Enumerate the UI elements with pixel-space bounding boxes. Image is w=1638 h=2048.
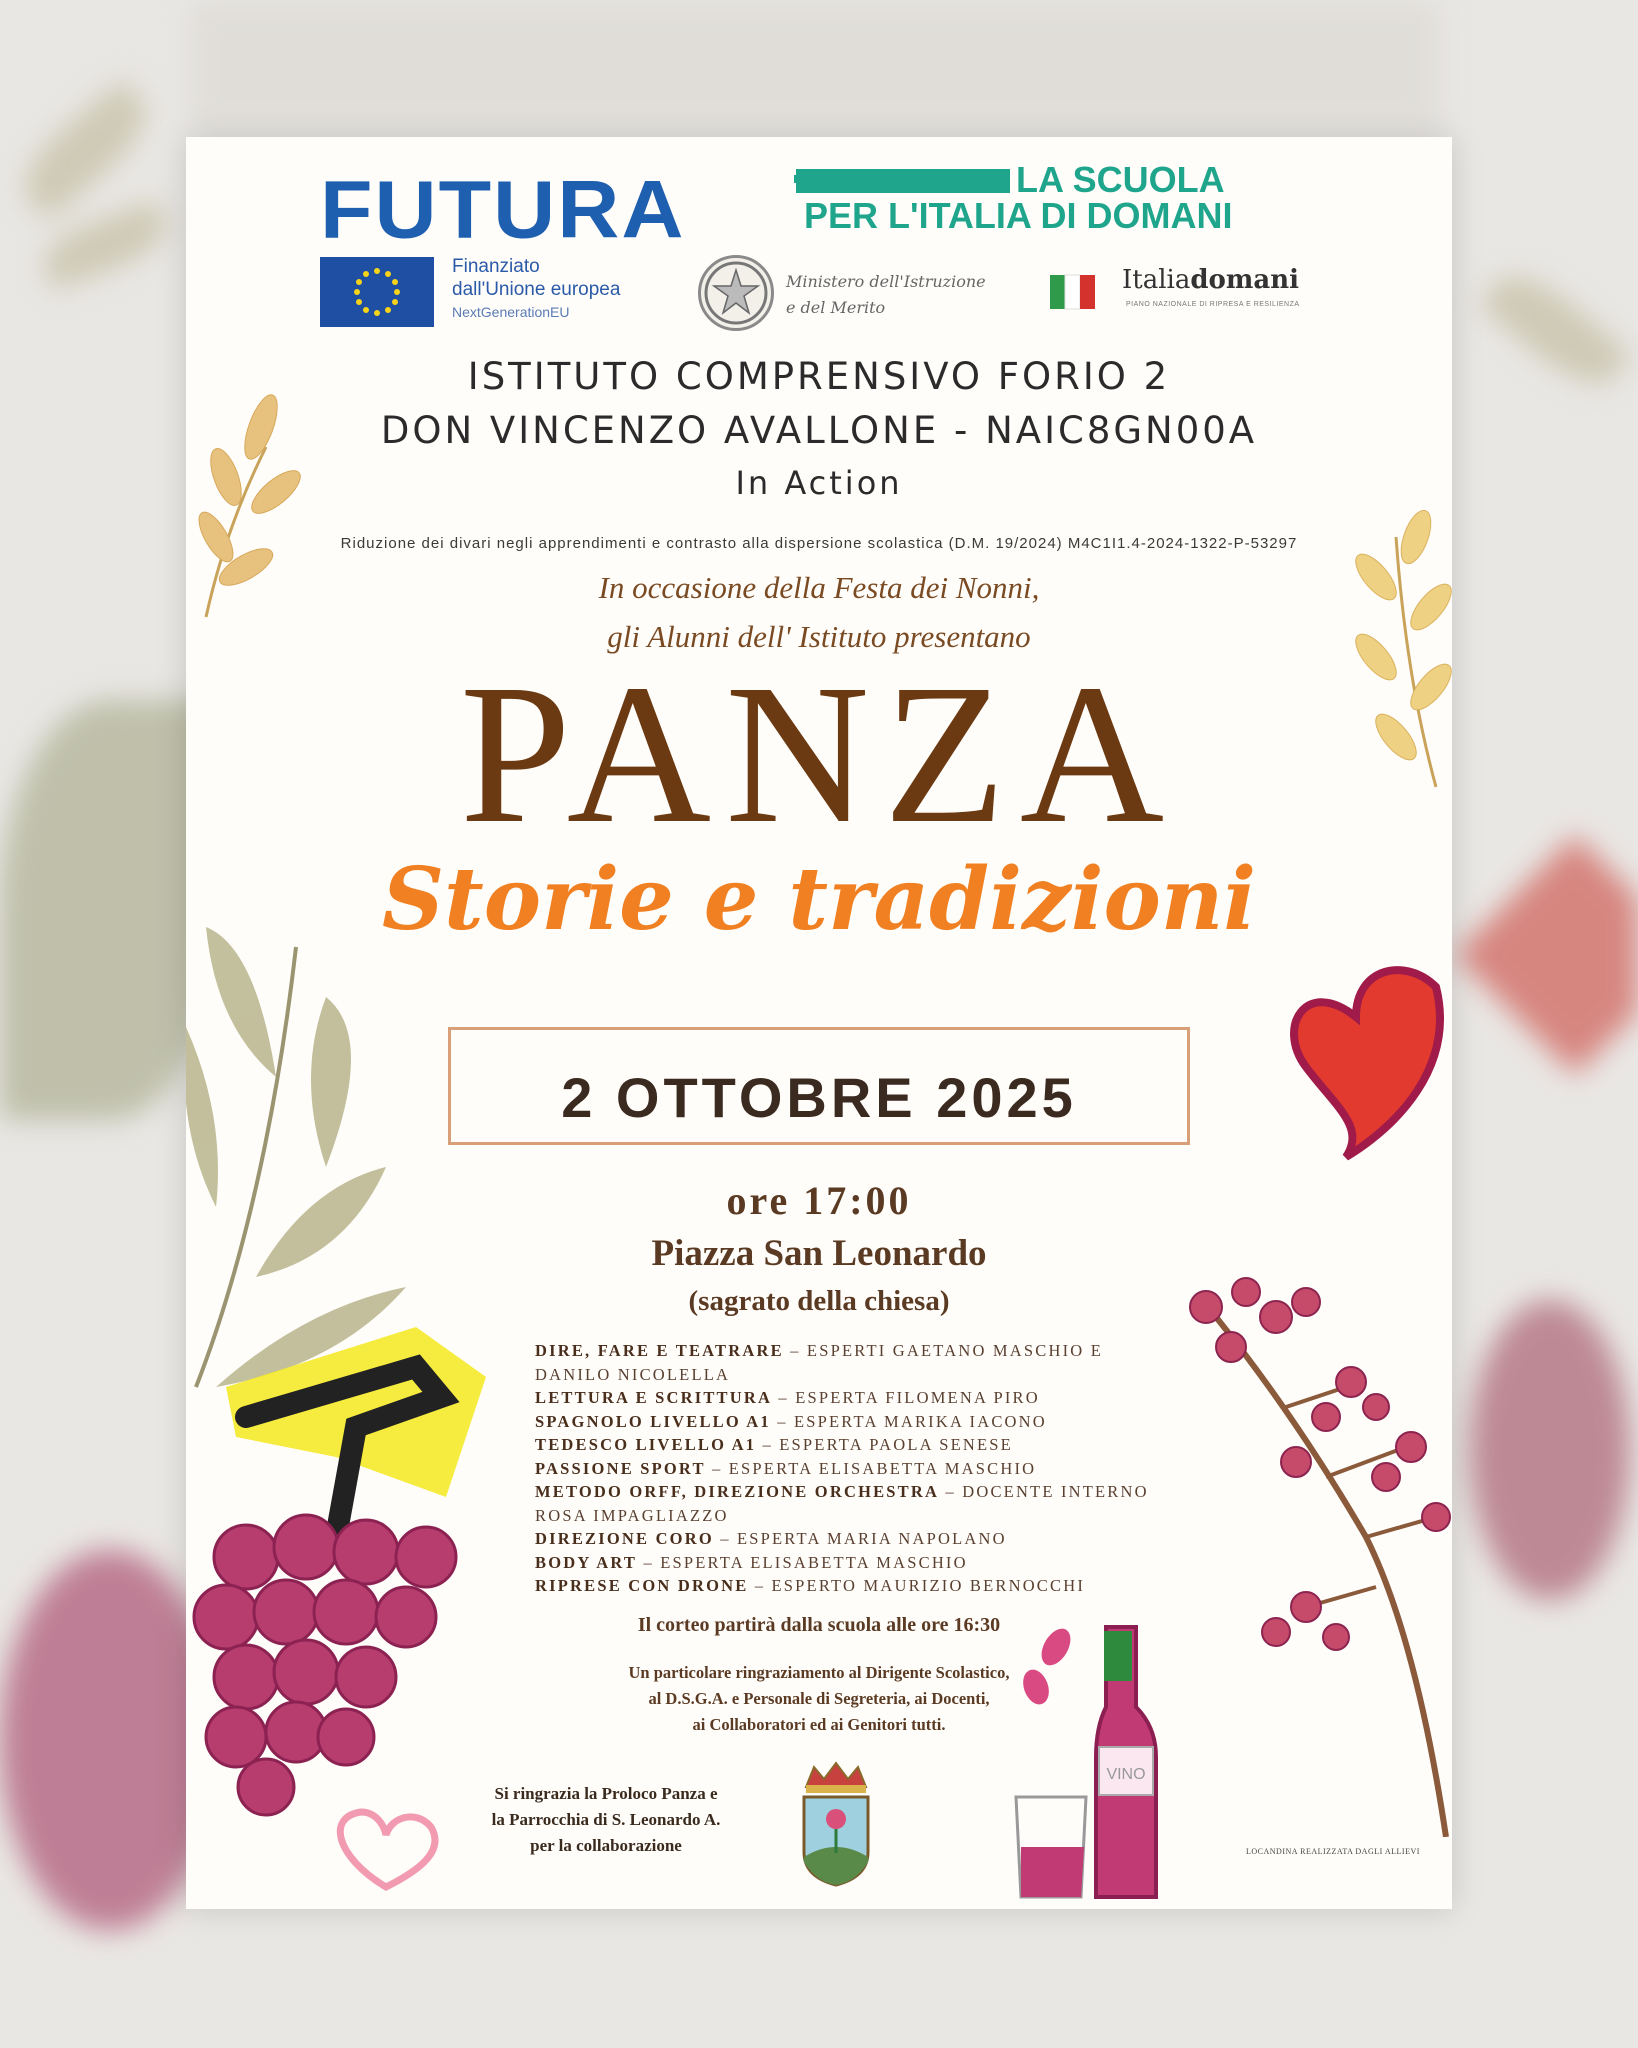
- proloco-line3: per la collaborazione: [530, 1836, 682, 1855]
- eu-line1: Finanziato: [452, 256, 540, 277]
- activity-name: SPAGNOLO LIVELLO A1: [535, 1411, 771, 1431]
- activity-name: METODO ORFF, DIREZIONE ORCHESTRA: [535, 1482, 940, 1501]
- eu-flag-icon: [320, 257, 434, 327]
- school-name-line2: DON VINCENZO AVALLONE - NAIC8GN00A: [380, 409, 1258, 452]
- activities-list: [535, 1339, 1165, 1598]
- activity-expert: – ESPERTI GAETANO MASCHIO E DANILO NICOLELLA: [535, 1341, 1103, 1384]
- event-poster: [186, 137, 1452, 1909]
- list-item: [535, 1551, 1165, 1575]
- activity-expert: – ESPERTA ELISABETTA MASCHIO: [637, 1552, 968, 1572]
- eu-line3: NextGenerationEU: [452, 304, 570, 320]
- intro-line2: gli Alunni dell' Istituto presentano: [607, 619, 1031, 654]
- list-item: [535, 1457, 1165, 1481]
- proloco-line2: la Parrocchia di S. Leonardo A.: [491, 1810, 721, 1829]
- intro-line1: In occasione della Festa dei Nonni,: [598, 570, 1040, 605]
- proloco-thanks: [466, 1781, 746, 1859]
- grapes-drawing: [186, 1307, 496, 1827]
- activity-name: DIRE, FARE E TEATRARE: [535, 1341, 784, 1360]
- event-place-note: (sagrato della chiesa): [688, 1285, 950, 1317]
- italy-flag-icon: [1046, 271, 1100, 311]
- list-item: [535, 1480, 1165, 1527]
- list-item: [535, 1433, 1165, 1457]
- list-item: [535, 1386, 1165, 1410]
- school-name: ISTITUTO COMPRENSIVO FORIO 2: [467, 355, 1171, 398]
- event-date: 2 OTTOBRE 2025: [561, 1066, 1077, 1129]
- activity-name: BODY ART: [535, 1552, 638, 1572]
- activity-expert: – ESPERTA MARIA NAPOLANO: [713, 1529, 1007, 1548]
- parade-note: Il corteo partirà dalla scuola alle ore 16:30: [637, 1614, 1001, 1636]
- activity-expert: – DOCENTE INTERNO ROSA IMPAGLIAZZO: [535, 1482, 1149, 1525]
- coat-of-arms-icon: [796, 1757, 876, 1887]
- activity-expert: – ESPERTA FILOMENA PIRO: [772, 1388, 1040, 1407]
- ministero-text: [786, 269, 986, 321]
- bottle-label: VINO: [1106, 1766, 1146, 1783]
- italiadomani-part2: domani: [1190, 265, 1300, 295]
- activity-name: DIREZIONE CORO: [535, 1529, 714, 1548]
- berry-branch-drawing: [1176, 1277, 1452, 1837]
- project-reference: Riduzione dei divari negli apprendimenti e contrasto alla dispersione scolastica (D.M. 19/2024) M4C1I1.4-2024-1322-P-53297: [340, 535, 1298, 552]
- activity-expert: – ESPERTO MAURIZIO BERNOCCHI: [748, 1576, 1086, 1595]
- activity-name: LETTURA E SCRITTURA: [535, 1388, 773, 1407]
- event-place: Piazza San Leonardo: [651, 1233, 987, 1274]
- italiadomani-subtitle: PIANO NAZIONALE DI RIPRESA E RESILIENZA: [1126, 301, 1300, 308]
- thanks-line3: ai Collaboratori ed ai Genitori tutti.: [692, 1715, 946, 1734]
- futura-logo: FUTURA: [320, 164, 686, 256]
- activity-name: RIPRESE CON DRONE: [535, 1576, 749, 1595]
- list-item: [535, 1527, 1165, 1551]
- ministero-line2: e del Merito: [786, 298, 886, 317]
- activity-expert: – ESPERTA MARIKA IACONO: [770, 1411, 1047, 1431]
- event-subtitle: Storie e tradizioni: [381, 849, 1257, 950]
- list-item: [535, 1339, 1165, 1386]
- project-name: In Action: [735, 464, 903, 502]
- event-time: ore 17:00: [726, 1178, 912, 1223]
- event-title: PANZA: [459, 644, 1179, 865]
- italiadomani-part1: Italia: [1122, 265, 1191, 295]
- activity-expert: – ESPERTA ELISABETTA MASCHIO: [705, 1458, 1037, 1478]
- activity-name: PASSIONE SPORT: [535, 1458, 706, 1478]
- eu-funding-text: [452, 255, 620, 324]
- proloco-line1: Si ringrazia la Proloco Panza e: [494, 1784, 718, 1803]
- scuola-logo-line2: PER L'ITALIA DI DOMANI: [804, 195, 1233, 236]
- scuola-logo-line1: LA SCUOLA: [1016, 159, 1225, 200]
- activity-expert: – ESPERTA PAOLA SENESE: [756, 1435, 1013, 1454]
- ministero-line1: Ministero dell'Istruzione: [786, 272, 986, 291]
- heart-drawing: [1286, 957, 1452, 1167]
- credits-note: LOCANDINA REALIZZATA DAGLI ALLIEVI: [1246, 1847, 1420, 1856]
- small-heart-drawing: [316, 1797, 456, 1897]
- italiadomani-logo: [1122, 265, 1299, 295]
- thanks-line2: al D.S.G.A. e Personale di Segreteria, ai Docenti,: [648, 1689, 990, 1708]
- activity-name: TEDESCO LIVELLO A1: [535, 1435, 757, 1454]
- eu-line2: dall'Unione europea: [452, 279, 621, 300]
- list-item: [535, 1574, 1165, 1598]
- list-item: [535, 1410, 1165, 1434]
- italian-republic-emblem-icon: [698, 255, 774, 331]
- thanks-line1: Un particolare ringraziamento al Dirigente Scolastico,: [628, 1663, 1010, 1682]
- thanks-note: [186, 1660, 1452, 1738]
